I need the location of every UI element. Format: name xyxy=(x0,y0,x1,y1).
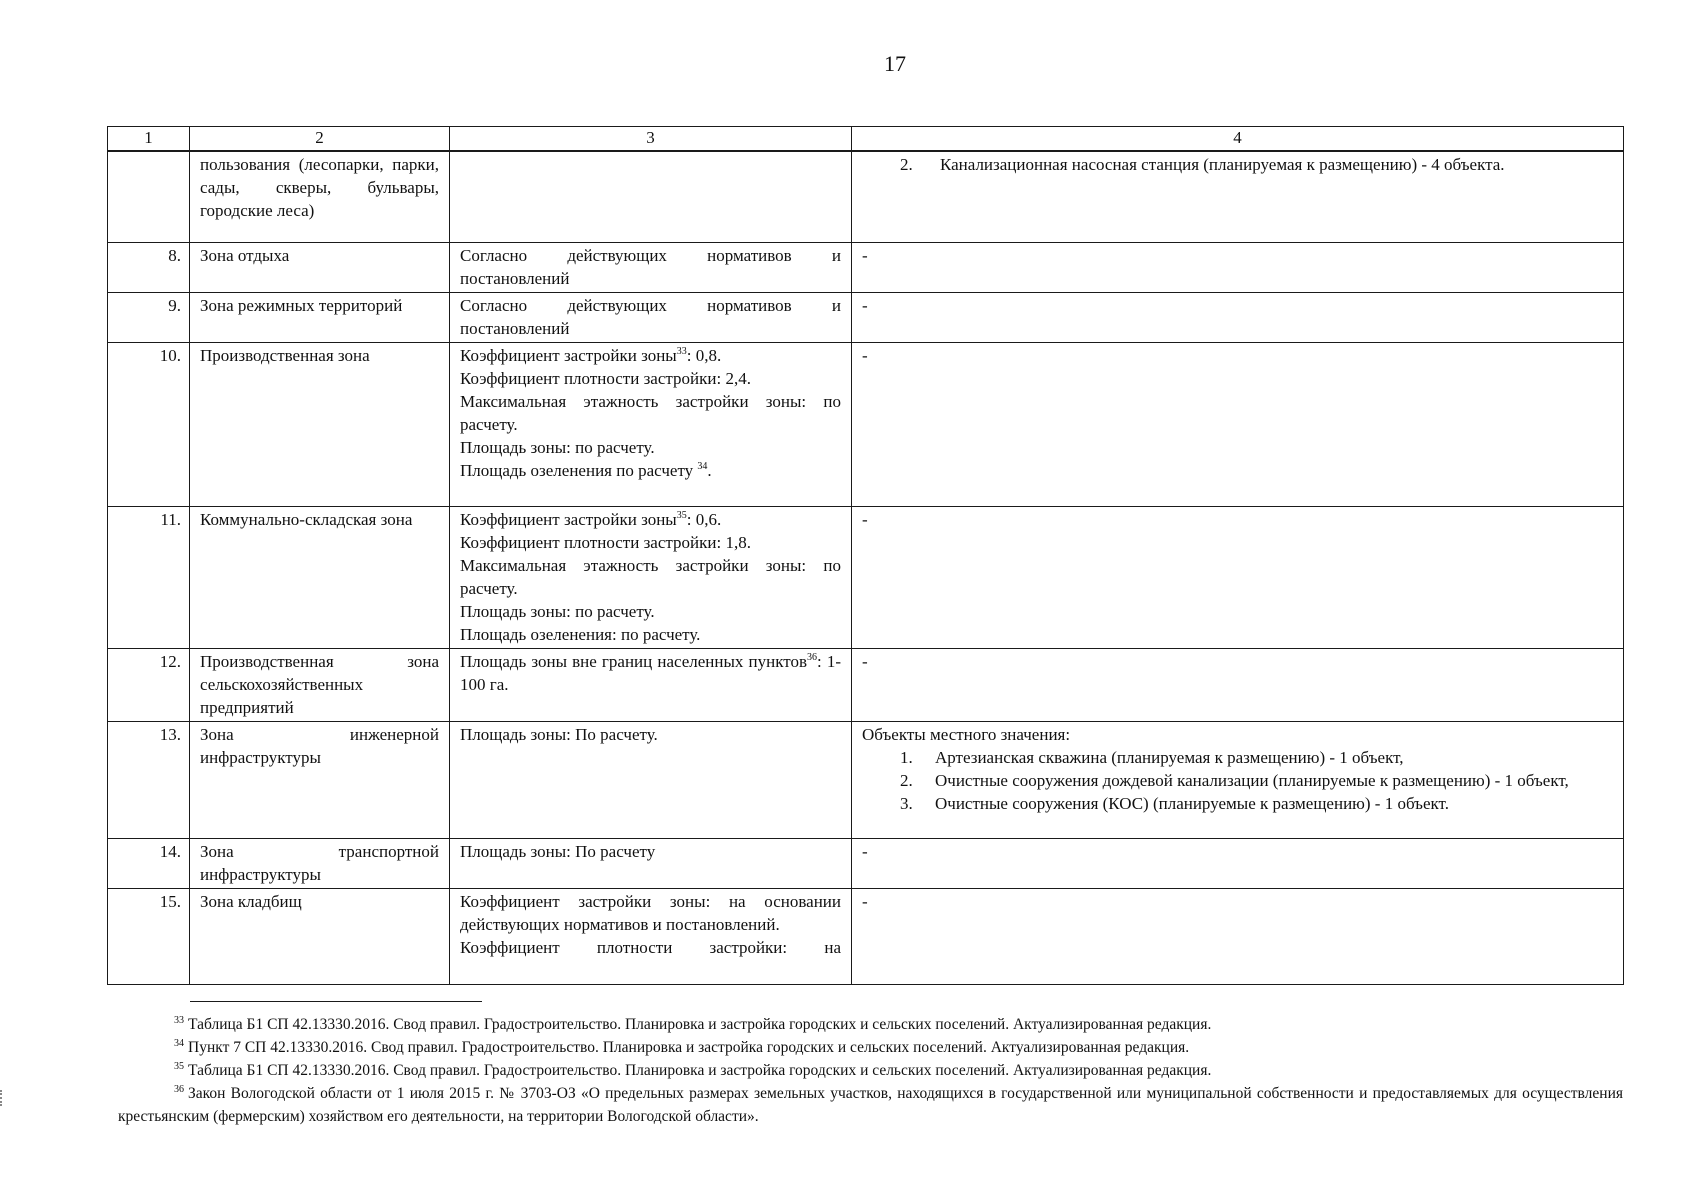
parameter-line: Площадь озеленения: по расчету. xyxy=(460,624,701,644)
zone-objects: - xyxy=(852,242,1624,292)
object-number: 2. xyxy=(900,155,913,174)
zone-name: Зона режимных территорий xyxy=(190,292,450,342)
table-row xyxy=(108,506,1624,648)
footnotes xyxy=(118,1013,1623,1128)
zone-objects xyxy=(852,151,1624,242)
object-text: Канализационная насосная станция (планируемая к размещению) - 4 объекта. xyxy=(940,155,1505,174)
scan-edge-mark xyxy=(0,1090,10,1106)
footnote-ref: 34 xyxy=(697,460,708,472)
parameter-line: Коэффициент застройки зоны$^{35}$: 0,6. xyxy=(460,509,722,529)
object-text: Артезианская скважина (планируемая к размещению) - 1 объект, xyxy=(935,747,1404,767)
footnote-number: 35 xyxy=(174,1061,184,1072)
footnote xyxy=(118,1013,1623,1036)
zone-parameters: Согласно действующих нормативов и постановлений xyxy=(450,242,852,292)
object-number: 3. xyxy=(900,793,913,813)
zone-name: Производственная зона сельскохозяйственных предприятий xyxy=(190,648,450,721)
object-text: Очистные сооружения дождевой канализации (планируемые к размещению) - 1 объект, xyxy=(935,770,1569,790)
parameter-line: Коэффициент плотности застройки: на xyxy=(460,937,841,957)
zone-name: Зона транспортной инфраструктуры xyxy=(190,838,450,888)
zone-parameters: Площадь зоны: По расчету. xyxy=(450,721,852,838)
parameter-line: Коэффициент застройки зоны$^{33}$: 0,8. xyxy=(460,345,722,365)
zone-parameters xyxy=(450,342,852,506)
zones-table xyxy=(107,126,1624,985)
table-row xyxy=(108,292,1624,342)
parameter-line: Площадь озеленения по расчету $^{34}$. xyxy=(460,460,712,480)
parameter-line: Коэффициент застройки зоны: на основании действующих нормативов и постановлений. xyxy=(460,891,841,934)
footnote-text: Закон Вологодской области от 1 июля 2015 г. № 3703-ОЗ «О предельных размерах земельных участков, находящихся в государственной или муниципальной собственности и предоставляемых для осуществления крестьянским (фермерским) хозяйством его деятельности, на территории Вологодской области». xyxy=(118,1085,1623,1125)
footnote-ref: 35 xyxy=(676,509,687,521)
zone-name: Зона отдыха xyxy=(190,242,450,292)
column-header: 2 xyxy=(190,127,450,152)
footnote xyxy=(118,1059,1623,1082)
zone-objects xyxy=(852,721,1624,838)
footnote xyxy=(118,1082,1623,1128)
object-number: 1. xyxy=(900,747,913,767)
row-number: 11. xyxy=(108,506,190,648)
zone-objects: - xyxy=(852,888,1624,984)
row-number: 12. xyxy=(108,648,190,721)
object-text: Очистные сооружения (КОС) (планируемые к размещению) - 1 объект. xyxy=(935,793,1449,813)
zone-objects: - xyxy=(852,292,1624,342)
table-row xyxy=(108,838,1624,888)
table-header-row xyxy=(108,127,1624,152)
parameter-line: Площадь зоны: по расчету. xyxy=(460,601,655,621)
parameter-line: Коэффициент плотности застройки: 1,8. xyxy=(460,532,751,552)
footnote-ref: 36 xyxy=(807,651,817,663)
zone-objects: - xyxy=(852,648,1624,721)
footnote-text: Пункт 7 СП 42.13330.2016. Свод правил. Градостроительство. Планировка и застройка городских и сельских поселений. Актуализированная редакция. xyxy=(188,1039,1190,1056)
page-number: 17 xyxy=(884,51,906,76)
object-item xyxy=(862,153,1613,176)
footnote-text: Таблица Б1 СП 42.13330.2016. Свод правил. Градостроительство. Планировка и застройка городских и сельских поселений. Актуализированная редакция. xyxy=(188,1016,1212,1033)
parameter-line: Максимальная этажность застройки зоны: по расчету. xyxy=(460,391,841,434)
zone-name: Коммунально-складская зона xyxy=(190,506,450,648)
table-row xyxy=(108,648,1624,721)
zone-parameters: Площадь зоны: По расчету xyxy=(450,838,852,888)
zone-name: Зона инженерной инфраструктуры xyxy=(190,721,450,838)
table-row xyxy=(108,151,1624,242)
parameter-line: Коэффициент плотности застройки: 2,4. xyxy=(460,368,751,388)
row-number: 15. xyxy=(108,888,190,984)
footnote-ref: 33 xyxy=(676,345,687,357)
row-number: 10. xyxy=(108,342,190,506)
footnote-number: 34 xyxy=(174,1038,184,1049)
objects-intro: Объекты местного значения: xyxy=(862,724,1071,744)
footnote-text: Таблица Б1 СП 42.13330.2016. Свод правил. Градостроительство. Планировка и застройка городских и сельских поселений. Актуализированная редакция. xyxy=(188,1062,1212,1079)
object-number: 2. xyxy=(900,770,913,790)
zone-parameters: Площадь зоны вне границ населенных пунктов$^{36}$: 1- 100 га. xyxy=(450,648,852,721)
object-item xyxy=(862,792,1613,815)
zone-name: Производственная зона xyxy=(190,342,450,506)
zone-name: пользования (лесопарки, парки, сады, скверы, бульвары, городские леса) xyxy=(190,151,450,242)
zone-objects: - xyxy=(852,838,1624,888)
table-row xyxy=(108,242,1624,292)
column-header: 1 xyxy=(108,127,190,152)
zone-parameters xyxy=(450,888,852,984)
parameter-line: Максимальная этажность застройки зоны: по расчету. xyxy=(460,555,841,598)
table-row xyxy=(108,888,1624,984)
row-number: 9. xyxy=(108,292,190,342)
zone-parameters: Согласно действующих нормативов и постановлений xyxy=(450,292,852,342)
table-row xyxy=(108,721,1624,838)
column-header: 3 xyxy=(450,127,852,152)
footnote-number: 36 xyxy=(174,1084,184,1095)
footnote-number: 33 xyxy=(174,1015,184,1026)
zone-name: Зона кладбищ xyxy=(190,888,450,984)
row-number: 14. xyxy=(108,838,190,888)
column-header: 4 xyxy=(852,127,1624,152)
zone-parameters xyxy=(450,151,852,242)
footnote-separator xyxy=(190,1001,482,1002)
zone-objects: - xyxy=(852,342,1624,506)
footnote xyxy=(118,1036,1623,1059)
object-item xyxy=(862,746,1613,769)
zone-objects: - xyxy=(852,506,1624,648)
row-number: 8. xyxy=(108,242,190,292)
parameter-line: Площадь зоны: по расчету. xyxy=(460,437,655,457)
zone-parameters xyxy=(450,506,852,648)
object-item xyxy=(862,769,1613,792)
table-row xyxy=(108,342,1624,506)
row-number xyxy=(108,151,190,242)
row-number: 13. xyxy=(108,721,190,838)
